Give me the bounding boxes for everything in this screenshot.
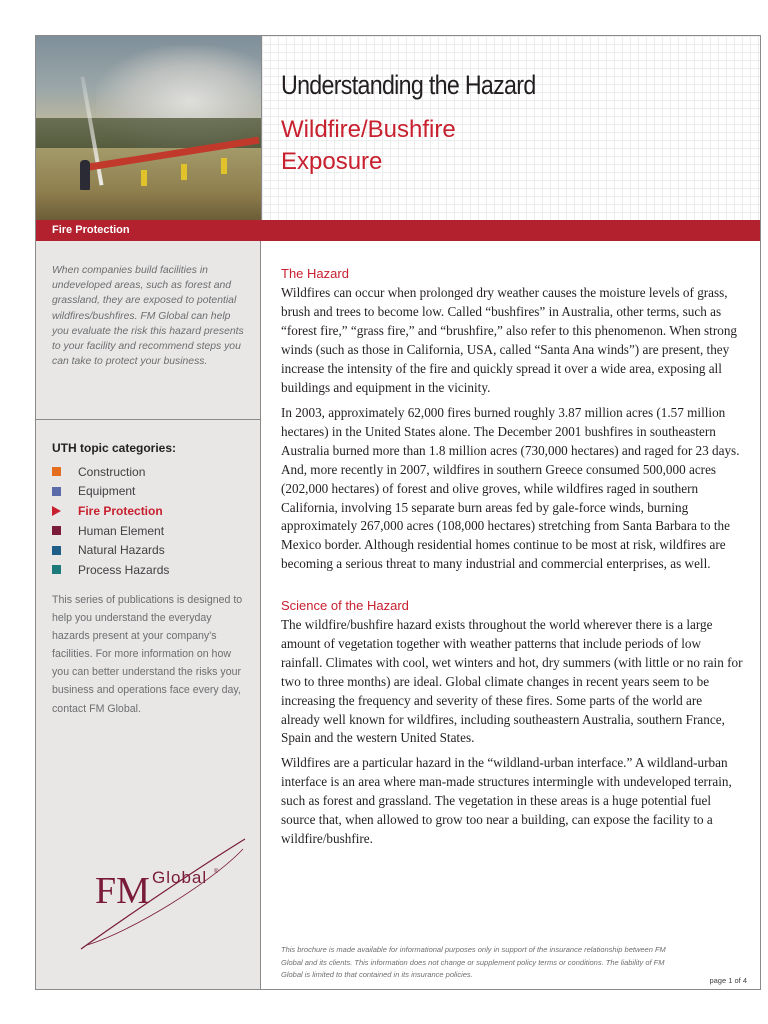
category-label: Fire Protection <box>78 503 163 518</box>
yellow-post <box>221 158 227 174</box>
category-item-equipment <box>52 482 169 502</box>
disclaimer-text: This brochure is made available for informational purposes only in support of the insurance relationship between FM Global and its clients. This information does not change or supplement policy terms or conditions. The liability of FM Global is limited to that contained in its insurance policies. <box>281 945 666 979</box>
subtitle-line-2: Exposure <box>281 148 383 175</box>
triangle-pointer-icon <box>52 506 61 516</box>
square-bullet-icon <box>52 467 61 476</box>
square-bullet-icon <box>52 526 61 535</box>
category-bar-label: Fire Protection <box>52 224 130 236</box>
sidebar-divider <box>36 419 261 420</box>
series-description: This series of publications is designed to help you understand the everyday hazards present at your company's facilities. For more information on how you can better understand the risks your business and operations face every day, contact FM Global. <box>52 594 243 715</box>
yellow-post <box>141 170 147 186</box>
categories-list <box>52 462 169 580</box>
category-label: Human Element <box>78 523 165 538</box>
category-item-construction <box>52 462 169 482</box>
paragraph: Wildfires can occur when prolonged dry weather causes the moisture levels of grass, brush and trees to become low. Called “bushfires” in Australia, other terms, such as “forest fire,” “grass fire,” and “brushfire,” also refer to this phenomenon. When strong winds (such as those in California, USA, called “Santa Ana winds”) are present, they increase the intensity of the fire and quickly spread it over a wide area, exposing all buildings and equipment in the vicinity. <box>281 285 738 395</box>
sidebar <box>36 241 261 990</box>
page-subtitle <box>281 114 456 178</box>
intro-text: When companies build facilities in undeveloped areas, such as forest and grassland, they are exposed to potential wildfires/bushfires. FM Global can help you evaluate the risk this hazard presents to your facility and recommend steps you can take to protect your business. <box>52 265 244 368</box>
square-bullet-icon <box>52 487 61 496</box>
section-heading-science: Science of the Hazard <box>281 598 409 613</box>
category-label: Construction <box>78 464 146 479</box>
paragraph: In 2003, approximately 62,000 fires burned roughly 3.87 million acres (1.57 million hectares) in the United States alone. The December 2001 bushfires in southeastern Australia burned more than 1.8 million acres (730,000 hectares) and raged for 23 days. And, more recently in 2007, wildfires in southern Greece consumed 500,000 acres (202,000 hectares) of forest and olive groves, while wildfires raged in southern California, involving 15 separate burn areas fed by gale-force winds, burning approximately 267,000 acres (108,000 hectares) stretching from Santa Barbara to the Mexico border. Although residential homes continue to be most at risk, wildfires are becoming a serious threat to many industrial and commercial enterprises, as well. <box>281 405 740 572</box>
category-item-fire-protection <box>52 501 169 521</box>
yellow-post <box>181 164 187 180</box>
category-item-human-element <box>52 521 169 541</box>
document-page <box>35 35 761 990</box>
fm-global-logo <box>73 831 248 951</box>
page-title: Understanding the Hazard <box>281 70 536 100</box>
square-bullet-icon <box>52 565 61 574</box>
page-number: page 1 of 4 <box>709 976 747 985</box>
logo-registered-mark: ® <box>214 869 219 875</box>
logo-fm-text: FM <box>95 870 150 912</box>
category-label: Equipment <box>78 484 136 499</box>
header-title-area <box>261 36 761 220</box>
section-heading-hazard: The Hazard <box>281 266 349 281</box>
paragraph: Wildfires are a particular hazard in the “wildland-urban interface.” A wildland-urban interface is an area where man-made structures intermingle with undeveloped terrain, such as forest and grassland. The vegetation in these areas is a huge potential fuel source that, when allowed to grow too near a building, can expose the facility to a wildfire/bushfire. <box>281 755 732 846</box>
paragraph: The wildfire/bushfire hazard exists throughout the world wherever there is a large amount of vegetation together with weather patterns that include periods of low rainfall. Climates with cool, wet winters and hot, dry summers (with little or no rain for two to three months) are ideal. Global climate changes in recent years seem to be increasing the frequency and severity of these fires. Some parts of the world are already well known for wildfires, including southeastern Australia, southern France, Spain and the western United States. <box>281 617 743 746</box>
category-bar <box>36 220 761 241</box>
categories-heading: UTH topic categories: <box>52 441 177 455</box>
wildfire-photo <box>36 36 261 220</box>
category-item-natural-hazards <box>52 540 169 560</box>
category-label: Process Hazards <box>78 562 170 577</box>
subtitle-line-1: Wildfire/Bushfire <box>281 116 456 143</box>
category-item-process-hazards <box>52 560 169 580</box>
firefighter-figure <box>80 160 90 190</box>
logo-global-text: Global <box>152 868 208 887</box>
square-bullet-icon <box>52 546 61 555</box>
category-label: Natural Hazards <box>78 543 165 558</box>
